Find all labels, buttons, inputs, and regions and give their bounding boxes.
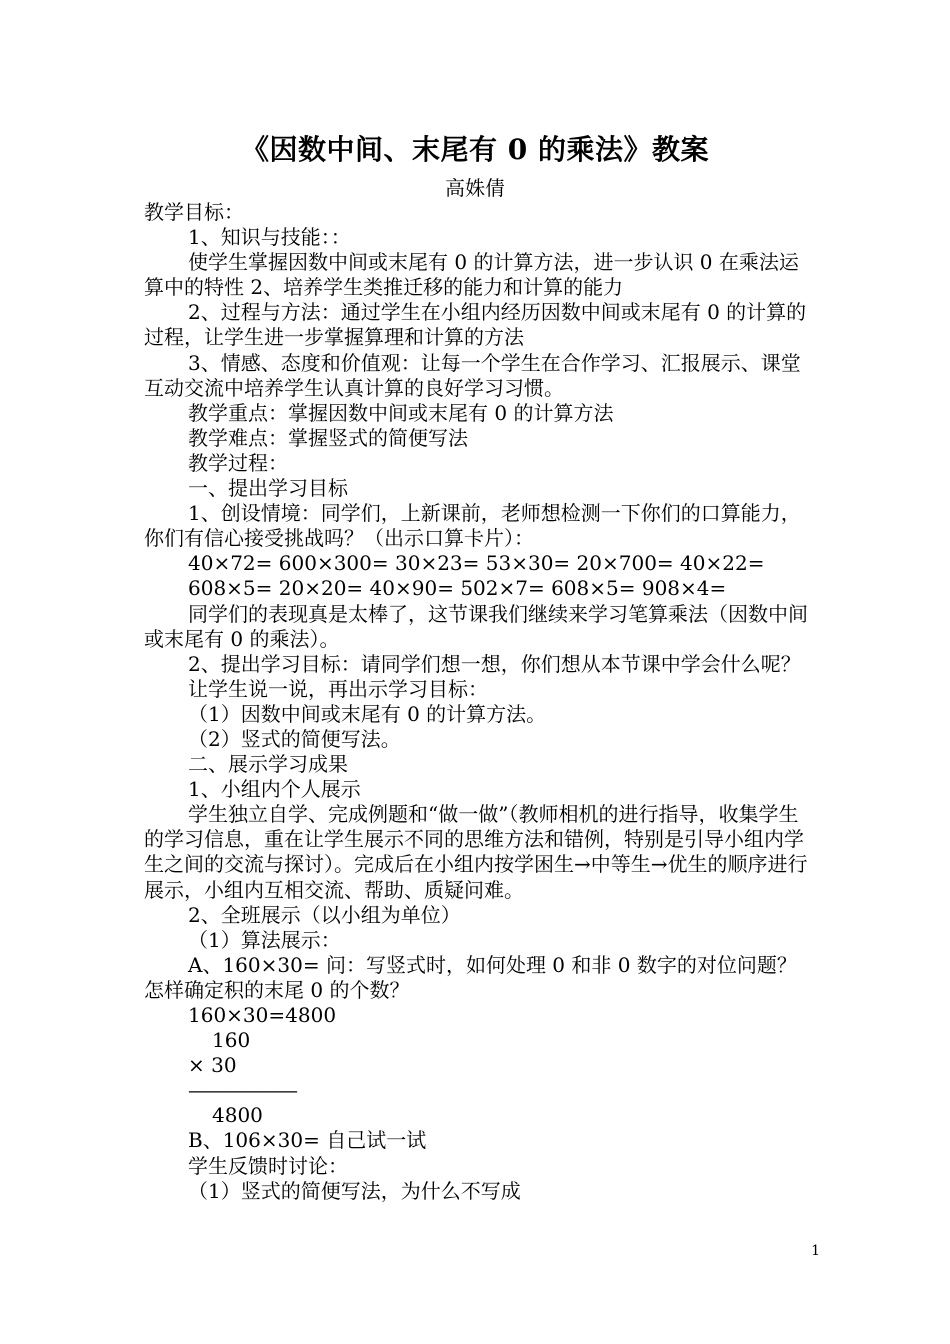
section-heading-goals: 一、提出学习目标	[188, 476, 348, 501]
page-number: 1	[811, 1243, 820, 1259]
section-heading-show-results: 二、展示学习成果	[188, 752, 348, 777]
vertical-calc-multiplier: × 30	[188, 1053, 237, 1078]
vertical-calc-multiplicand: 160	[212, 1028, 251, 1053]
vertical-calc-rule: ——————	[188, 1078, 296, 1103]
paragraph-key-point: 教学重点：掌握因数中间或末尾有 0 的计算方法	[188, 400, 614, 425]
paragraph-praise: 同学们的表现真是太棒了，这节课我们继续来学习笔算乘法（因数中间或末尾有 0 的乘法）。	[144, 601, 808, 651]
paragraph-feedback: 学生反馈时讨论：	[188, 1153, 348, 1178]
subheading-algorithm-show: （1）算法展示：	[188, 927, 341, 952]
paragraph-attitude-values: 3、情感、态度和价值观：让每一个学生在合作学习、汇报展示、课堂互动交流中培养学生认真计算的良好学习习惯。	[144, 350, 801, 400]
paragraph-knowledge-skills: 1、知识与技能：：	[188, 225, 351, 250]
vertical-calc-product: 4800	[212, 1103, 263, 1128]
paragraph-process-heading: 教学过程：	[188, 450, 288, 475]
paragraph-discussion-1: （1）竖式的简便写法，为什么不写成	[188, 1178, 521, 1203]
document-author: 高姝倩	[445, 176, 505, 200]
paragraph-difficulty: 教学难点：掌握竖式的简便写法	[188, 425, 468, 450]
goal-item-2: （2）竖式的简便写法。	[188, 726, 401, 751]
equation-result: 160×30=4800	[188, 1003, 337, 1027]
goal-item-1: （1）因数中间或末尾有 0 的计算方法。	[188, 701, 547, 726]
paragraph-skill-detail: 使学生掌握因数中间或末尾有 0 的计算方法，进一步认识 0 在乘法运算中的特性 2、培养学生类推迁移的能力和计算的能力	[144, 250, 799, 300]
paragraph-process-method: 2、过程与方法：通过学生在小组内经历因数中间或末尾有 0 的计算的过程，让学生进一步掌握算理和计算的方法	[144, 300, 807, 350]
oral-calc-row-2: 608×5= 20×20= 40×90= 502×7= 608×5= 908×4=	[188, 576, 727, 601]
paragraph-objectives-heading: 教学目标：	[144, 200, 244, 224]
paragraph-self-study: 学生独立自学、完成例题和“做一做”（教师相机的进行指导，收集学生的学习信息，重在让学生展示不同的思维方法和错例，特别是引导小组内学生之间的交流与探讨）。完成后在小组内按学困生→中等生→优生的顺序进行展示，小组内互相交流、帮助、质疑问难。	[144, 802, 808, 902]
paragraph-students-speak: 让学生说一说，再出示学习目标：	[188, 676, 488, 701]
paragraph-example-b: B、106×30= 自己试一试	[188, 1128, 427, 1153]
paragraph-example-a: A、160×30= 问：写竖式时，如何处理 0 和非 0 数字的对位问题？怎样确定积的末尾 0 的个数？	[144, 952, 797, 1002]
paragraph-propose-goals: 2、提出学习目标：请同学们想一想，你们想从本节课中学会什么呢？	[188, 651, 801, 676]
oral-calc-row-1: 40×72= 600×300= 30×23= 53×30= 20×700= 40×22=	[188, 551, 765, 576]
subheading-class-show: 2、全班展示（以小组为单位）	[188, 902, 461, 927]
paragraph-create-scenario: 1、创设情境：同学们，上新课前，老师想检测一下你们的口算能力，你们有信心接受挑战吗？（出示口算卡片）：	[144, 501, 801, 551]
document-body	[144, 200, 810, 1204]
subheading-group-show: 1、小组内个人展示	[188, 777, 361, 802]
document-title: 《因数中间、末尾有 0 的乘法》教案	[241, 133, 709, 166]
